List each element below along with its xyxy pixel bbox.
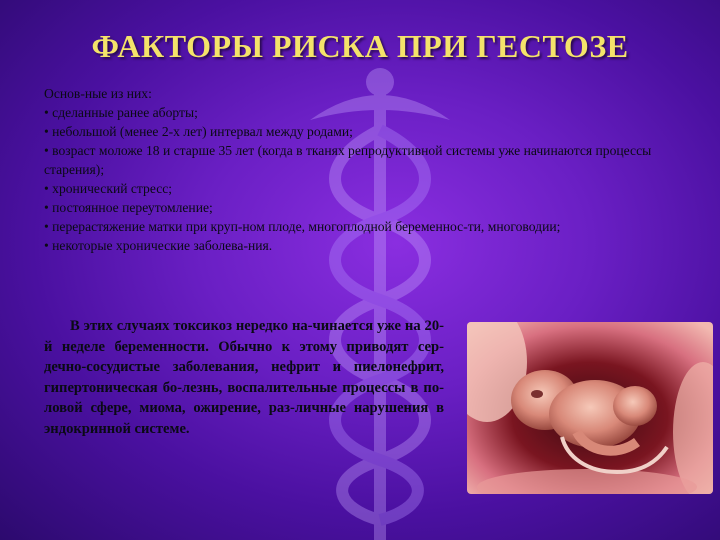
slide-title: ФАКТОРЫ РИСКА ПРИ ГЕСТОЗЕ [91, 28, 629, 64]
risk-factor-list [44, 84, 684, 255]
list-item: • сделанные ранее аборты; [44, 105, 198, 120]
list-item: • перерастяжение матки при круп-ном плоде, многоплодной беременнос-ти, многоводии; [44, 219, 561, 234]
list-item: • возраст моложе 18 и старше 35 лет (когда в тканях репродуктивной системы уже начинаются процессы старения); [44, 143, 652, 177]
list-item: • небольшой (менее 2-х лет) интервал между родами; [44, 124, 353, 139]
list-item: • хронический стресс; [44, 181, 173, 196]
list-item: • постоянное переутомление; [44, 200, 213, 215]
toxicosis-paragraph: В этих случаях токсикоз нередко на-чинается уже на 20-й неделе беременности. Обычно к этому приводят сер-дечно-сосудистые заболевания, нефрит и пиелонефрит, гипертоническая бо-лезнь, воспалительные процессы в по-ловой сфере, миома, ожирение, раз-личные нарушения в эндокринной системе. [44, 318, 444, 437]
list-item: • некоторые хронические заболева-ния. [44, 238, 273, 253]
list-intro: Основ-ные из них: [44, 86, 152, 101]
fetus-in-womb-image [467, 322, 713, 494]
